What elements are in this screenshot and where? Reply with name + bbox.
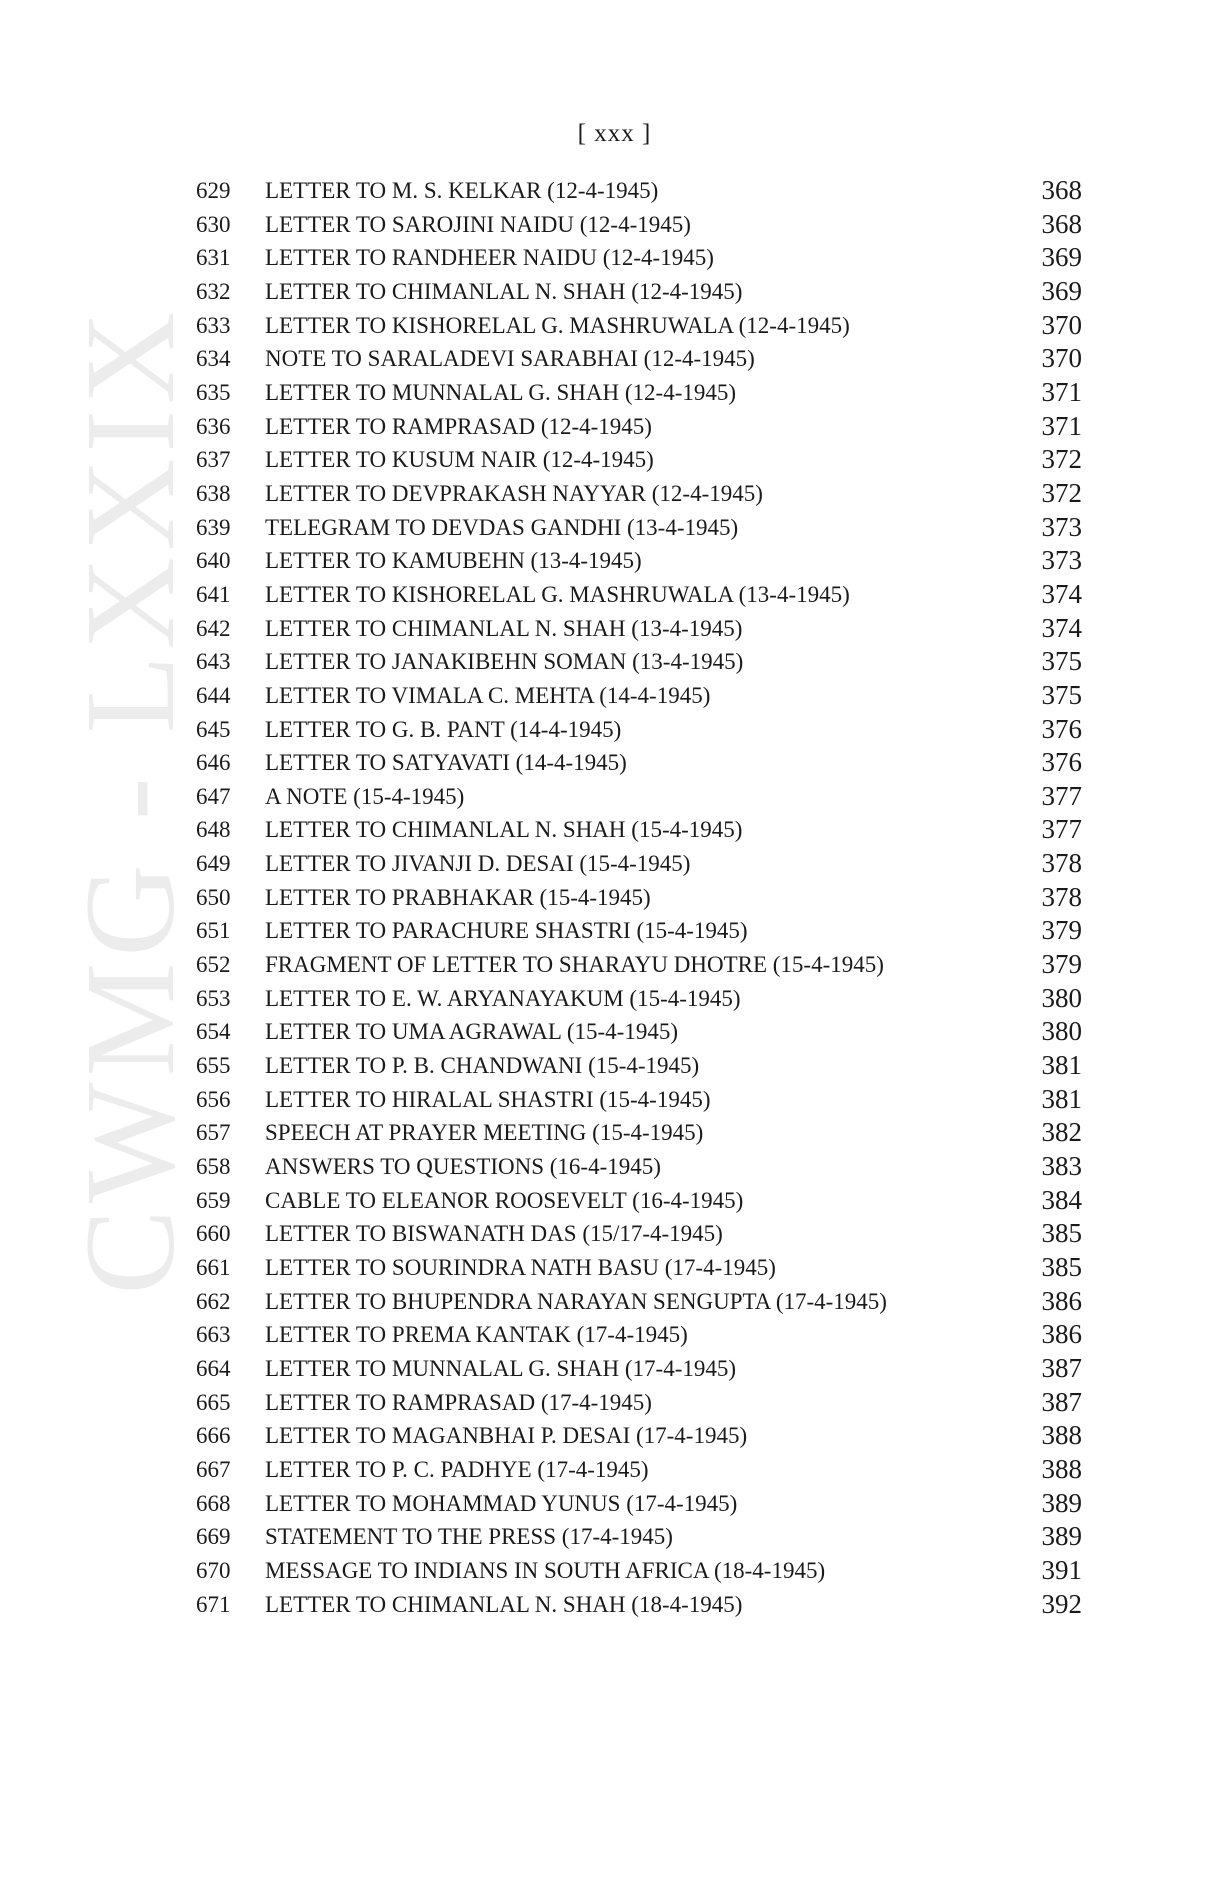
entry-title: LETTER TO BISWANATH DAS (15/17-4-1945)	[265, 1221, 723, 1247]
toc-entry	[196, 1386, 1082, 1420]
entry-page-number: 377	[1041, 780, 1082, 811]
entry-title: MESSAGE TO INDIANS IN SOUTH AFRICA (18-4-1945)	[265, 1557, 826, 1583]
entry-title: STATEMENT TO THE PRESS (17-4-1945)	[265, 1524, 673, 1550]
toc-entry	[196, 1318, 1082, 1352]
entry-number: 671	[196, 1591, 231, 1617]
table-of-contents	[196, 174, 1082, 1621]
entry-number: 652	[196, 952, 231, 978]
entry-number: 666	[196, 1423, 231, 1449]
toc-entry	[196, 477, 1082, 511]
entry-title: LETTER TO KAMUBEHN (13-4-1945)	[265, 548, 642, 574]
entry-number: 632	[196, 278, 231, 304]
entry-page-number: 378	[1041, 881, 1082, 912]
toc-entry	[196, 1184, 1082, 1218]
entry-page-number: 391	[1041, 1554, 1082, 1585]
entry-title: LETTER TO KUSUM NAIR (12-4-1945)	[265, 447, 654, 473]
entry-number: 665	[196, 1389, 231, 1415]
entry-page-number: 386	[1041, 1319, 1082, 1350]
entry-page-number: 372	[1041, 477, 1082, 508]
toc-entry	[196, 1015, 1082, 1049]
watermark: CWMG - LXXIX	[59, 305, 201, 1295]
toc-entry	[196, 1588, 1082, 1622]
entry-number: 658	[196, 1154, 231, 1180]
entry-title: LETTER TO CHIMANLAL N. SHAH (12-4-1945)	[265, 278, 743, 304]
entry-title: LETTER TO MUNNALAL G. SHAH (12-4-1945)	[265, 379, 737, 405]
entry-page-number: 368	[1041, 175, 1082, 205]
entry-page-number: 381	[1041, 1050, 1082, 1081]
toc-entry	[196, 1217, 1082, 1251]
entry-number: 635	[196, 379, 231, 405]
entry-page-number: 371	[1041, 376, 1082, 407]
entry-title: LETTER TO P. C. PADHYE (17-4-1945)	[265, 1456, 649, 1482]
entry-page-number: 375	[1041, 679, 1082, 710]
entry-title: LETTER TO CHIMANLAL N. SHAH (15-4-1945)	[265, 817, 743, 843]
entry-title: LETTER TO RAMPRASAD (12-4-1945)	[265, 413, 652, 439]
toc-entry	[196, 578, 1082, 612]
entry-page-number: 379	[1041, 915, 1082, 946]
entry-number: 647	[196, 783, 231, 809]
entry-number: 638	[196, 480, 231, 506]
toc-entry	[196, 1116, 1082, 1150]
entry-page-number: 372	[1041, 444, 1082, 475]
entry-number: 660	[196, 1221, 231, 1247]
entry-page-number: 383	[1041, 1151, 1082, 1182]
entry-title: LETTER TO SATYAVATI (14-4-1945)	[265, 750, 627, 776]
entry-number: 653	[196, 985, 231, 1011]
toc-entry	[196, 645, 1082, 679]
toc-entry	[196, 1419, 1082, 1453]
toc-entry	[196, 544, 1082, 578]
page-number: [ xxx ]	[577, 120, 652, 147]
entry-number: 659	[196, 1187, 231, 1213]
entry-title: LETTER TO RANDHEER NAIDU (12-4-1945)	[265, 245, 714, 271]
entry-title: LETTER TO JIVANJI D. DESAI (15-4-1945)	[265, 851, 691, 877]
entry-title: LETTER TO MOHAMMAD YUNUS (17-4-1945)	[265, 1490, 738, 1516]
toc-entry	[196, 746, 1082, 780]
entry-number: 651	[196, 918, 231, 944]
entry-number: 641	[196, 581, 231, 607]
entry-number: 654	[196, 1019, 231, 1045]
entry-title: LETTER TO SAROJINI NAIDU (12-4-1945)	[265, 211, 691, 237]
entry-title: NOTE TO SARALADEVI SARABHAI (12-4-1945)	[265, 346, 755, 372]
entry-title: LETTER TO E. W. ARYANAYAKUM (15-4-1945)	[265, 985, 741, 1011]
toc-entry	[196, 679, 1082, 713]
entry-title: CABLE TO ELEANOR ROOSEVELT (16-4-1945)	[265, 1187, 744, 1213]
entry-page-number: 389	[1041, 1521, 1082, 1552]
entry-page-number: 380	[1041, 1016, 1082, 1047]
entry-page-number: 384	[1041, 1184, 1082, 1215]
entry-title: LETTER TO P. B. CHANDWANI (15-4-1945)	[265, 1053, 700, 1079]
toc-entry	[196, 1520, 1082, 1554]
entry-title: LETTER TO PARACHURE SHASTRI (15-4-1945)	[265, 918, 748, 944]
entry-number: 642	[196, 615, 231, 641]
entry-page-number: 389	[1041, 1487, 1082, 1518]
entry-number: 650	[196, 884, 231, 910]
entry-number: 640	[196, 548, 231, 574]
entry-page-number: 379	[1041, 949, 1082, 980]
entry-title: FRAGMENT OF LETTER TO SHARAYU DHOTRE (15-4-1945)	[265, 952, 884, 978]
entry-page-number: 381	[1041, 1083, 1082, 1114]
entry-title: LETTER TO DEVPRAKASH NAYYAR (12-4-1945)	[265, 480, 763, 506]
entry-page-number: 374	[1041, 578, 1082, 609]
entry-number: 655	[196, 1053, 231, 1079]
entry-title: LETTER TO KISHORELAL G. MASHRUWALA (13-4-1945)	[265, 581, 850, 607]
entry-number: 656	[196, 1086, 231, 1112]
entry-page-number: 382	[1041, 1117, 1082, 1148]
entry-page-number: 388	[1041, 1420, 1082, 1451]
entry-title: SPEECH AT PRAYER MEETING (15-4-1945)	[265, 1120, 704, 1146]
toc-entry	[196, 881, 1082, 915]
entry-page-number: 374	[1041, 612, 1082, 643]
entry-title: A NOTE (15-4-1945)	[265, 783, 465, 809]
entry-number: 637	[196, 447, 231, 473]
entry-number: 648	[196, 817, 231, 843]
entry-title: LETTER TO CHIMANLAL N. SHAH (13-4-1945)	[265, 615, 743, 641]
entry-number: 670	[196, 1557, 231, 1583]
entry-title: LETTER TO CHIMANLAL N. SHAH (18-4-1945)	[265, 1591, 743, 1617]
entry-number: 644	[196, 682, 231, 708]
entry-page-number: 371	[1041, 410, 1082, 441]
entry-number: 664	[196, 1355, 231, 1381]
entry-number: 629	[196, 178, 231, 203]
entry-number: 634	[196, 346, 231, 372]
toc-entry	[196, 208, 1082, 242]
entry-number: 645	[196, 716, 231, 742]
entry-page-number: 380	[1041, 982, 1082, 1013]
toc-entry	[196, 948, 1082, 982]
entry-title: LETTER TO RAMPRASAD (17-4-1945)	[265, 1389, 652, 1415]
entry-page-number: 376	[1041, 747, 1082, 778]
toc-entry	[196, 982, 1082, 1016]
toc-entry	[196, 612, 1082, 646]
entry-page-number: 387	[1041, 1386, 1082, 1417]
toc-entry	[196, 1251, 1082, 1285]
entry-page-number: 370	[1041, 343, 1082, 374]
entry-title: LETTER TO KISHORELAL G. MASHRUWALA (12-4-1945)	[265, 312, 850, 338]
entry-number: 663	[196, 1322, 231, 1348]
toc-entry	[196, 241, 1082, 275]
toc-entry	[196, 309, 1082, 343]
toc-entry	[196, 376, 1082, 410]
toc-entry	[196, 1150, 1082, 1184]
entry-title: ANSWERS TO QUESTIONS (16-4-1945)	[265, 1154, 661, 1180]
toc-entry	[196, 410, 1082, 444]
toc-entry	[196, 780, 1082, 814]
entry-title: LETTER TO PREMA KANTAK (17-4-1945)	[265, 1322, 688, 1348]
toc-entry	[196, 275, 1082, 309]
entry-number: 646	[196, 750, 231, 776]
entry-title: LETTER TO UMA AGRAWAL (15-4-1945)	[265, 1019, 678, 1045]
toc-entry	[196, 1453, 1082, 1487]
entry-page-number: 387	[1041, 1352, 1082, 1383]
entry-page-number: 385	[1041, 1218, 1082, 1249]
entry-title: LETTER TO HIRALAL SHASTRI (15-4-1945)	[265, 1086, 711, 1112]
toc-entry	[196, 342, 1082, 376]
entry-number: 630	[196, 211, 231, 237]
entry-title: TELEGRAM TO DEVDAS GANDHI (13-4-1945)	[265, 514, 739, 540]
entry-page-number: 386	[1041, 1285, 1082, 1316]
toc-entry	[196, 1049, 1082, 1083]
entry-number: 649	[196, 851, 231, 877]
entry-number: 633	[196, 312, 231, 338]
entry-page-number: 385	[1041, 1252, 1082, 1282]
entry-page-number: 369	[1041, 275, 1082, 306]
entry-page-number: 392	[1041, 1588, 1082, 1619]
entry-number: 668	[196, 1490, 231, 1516]
entry-number: 669	[196, 1524, 231, 1550]
entry-number: 667	[196, 1456, 231, 1482]
entry-title: LETTER TO VIMALA C. MEHTA (14-4-1945)	[265, 682, 711, 708]
toc-entry	[196, 847, 1082, 881]
entry-page-number: 368	[1041, 208, 1082, 239]
entry-page-number: 388	[1041, 1453, 1082, 1484]
entry-number: 662	[196, 1288, 231, 1314]
entry-number: 643	[196, 649, 231, 675]
entry-number: 661	[196, 1255, 231, 1280]
entry-page-number: 376	[1041, 713, 1082, 744]
entry-title: LETTER TO M. S. KELKAR (12-4-1945)	[265, 178, 659, 203]
entry-title: LETTER TO BHUPENDRA NARAYAN SENGUPTA (17-4-1945)	[265, 1288, 887, 1314]
entry-title: LETTER TO JANAKIBEHN SOMAN (13-4-1945)	[265, 649, 744, 675]
entry-page-number: 373	[1041, 511, 1082, 542]
entry-number: 631	[196, 245, 231, 271]
entry-page-number: 375	[1041, 646, 1082, 677]
entry-title: LETTER TO G. B. PANT (14-4-1945)	[265, 716, 622, 742]
entry-title: LETTER TO SOURINDRA NATH BASU (17-4-1945)	[265, 1255, 776, 1280]
toc-entry	[196, 1083, 1082, 1117]
toc-entry	[196, 914, 1082, 948]
toc-entry	[196, 1352, 1082, 1386]
entry-number: 639	[196, 514, 231, 540]
toc-entry	[196, 1554, 1082, 1588]
entry-page-number: 378	[1041, 848, 1082, 879]
entry-number: 636	[196, 413, 231, 439]
entry-page-number: 377	[1041, 814, 1082, 845]
toc-entry	[196, 1285, 1082, 1319]
entry-page-number: 373	[1041, 545, 1082, 576]
toc-entry	[196, 1487, 1082, 1521]
toc-entry	[196, 174, 1082, 208]
toc-entry	[196, 511, 1082, 545]
toc-entry	[196, 713, 1082, 747]
toc-entry	[196, 813, 1082, 847]
entry-page-number: 370	[1041, 309, 1082, 340]
entry-page-number: 369	[1041, 242, 1082, 273]
entry-title: LETTER TO MAGANBHAI P. DESAI (17-4-1945)	[265, 1423, 748, 1449]
entry-number: 657	[196, 1120, 231, 1146]
entry-title: LETTER TO MUNNALAL G. SHAH (17-4-1945)	[265, 1355, 737, 1381]
toc-entry	[196, 443, 1082, 477]
entry-title: LETTER TO PRABHAKAR (15-4-1945)	[265, 884, 651, 910]
